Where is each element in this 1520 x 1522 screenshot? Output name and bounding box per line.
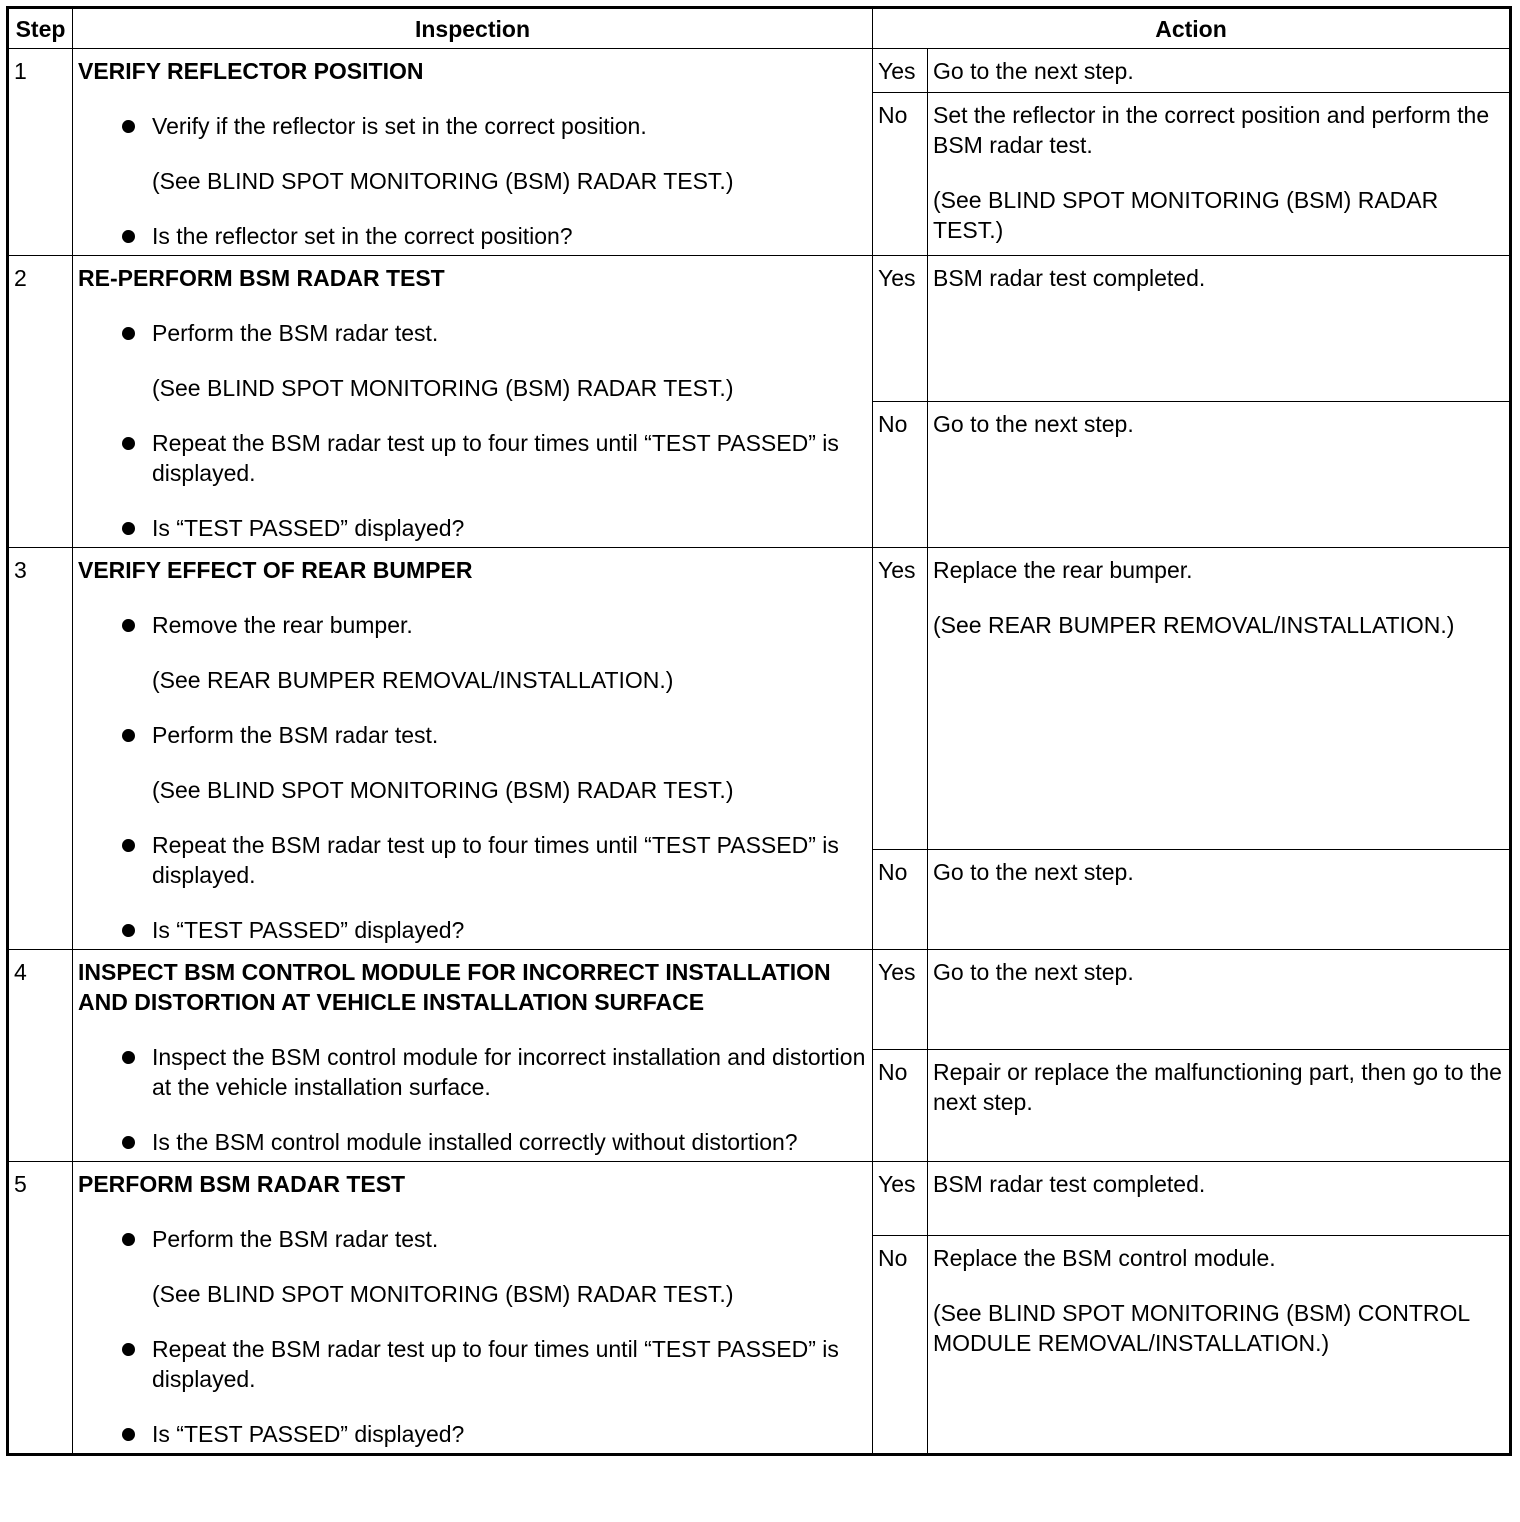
reference-note: (See BLIND SPOT MONITORING (BSM) RADAR TEST.) (152, 777, 734, 803)
inspection-list (78, 1224, 867, 1254)
inspection-list (78, 428, 867, 543)
inspection-cell (73, 950, 873, 1162)
inspection-item: Inspect the BSM control module for incorrect installation and distortion at the vehicle installation surface. (78, 1042, 867, 1102)
step-column-header: Step (8, 8, 73, 49)
yes-action: Go to the next step. (928, 49, 1511, 93)
bullet-icon (122, 1051, 135, 1064)
bullet-icon (122, 1136, 135, 1149)
inspection-item: Is “TEST PASSED” displayed? (78, 1419, 867, 1449)
inspection-cell (73, 548, 873, 950)
bullet-icon (122, 230, 135, 243)
inspection-list (78, 1042, 867, 1157)
bullet-icon (122, 437, 135, 450)
yes-label: Yes (873, 548, 928, 850)
inspection-cell (73, 1162, 873, 1455)
step-row-4-yes (8, 950, 1511, 1050)
step-number: 2 (8, 256, 73, 548)
inspection-list (78, 610, 867, 640)
diagnostic-table (6, 6, 1512, 1456)
bullet-icon (122, 522, 135, 535)
yes-action: Replace the rear bumper. (See REAR BUMPER REMOVAL/INSTALLATION.) (928, 548, 1511, 850)
inspection-cell (73, 256, 873, 548)
step-number: 4 (8, 950, 73, 1162)
step-title: VERIFY EFFECT OF REAR BUMPER (78, 557, 473, 583)
inspection-item: Repeat the BSM radar test up to four times until “TEST PASSED” is displayed. (78, 428, 867, 488)
step-title: INSPECT BSM CONTROL MODULE FOR INCORRECT INSTALLATION AND DISTORTION AT VEHICLE INSTALLATION SURFACE (78, 959, 831, 1015)
step-number: 1 (8, 49, 73, 256)
reference-note: (See BLIND SPOT MONITORING (BSM) RADAR TEST.) (152, 168, 734, 194)
inspection-list (78, 830, 867, 945)
no-action: Set the reflector in the correct position and perform the BSM radar test. (See BLIND SPOT MONITORING (BSM) RADAR TEST.) (928, 93, 1511, 256)
yes-action: BSM radar test completed. (928, 256, 1511, 402)
yes-action: BSM radar test completed. (928, 1162, 1511, 1236)
yes-label: Yes (873, 49, 928, 93)
bullet-icon (122, 729, 135, 742)
step-row-1-yes (8, 49, 1511, 93)
bullet-icon (122, 924, 135, 937)
bullet-icon (122, 327, 135, 340)
no-action: Repair or replace the malfunctioning part, then go to the next step. (928, 1050, 1511, 1162)
no-action: Replace the BSM control module. (See BLIND SPOT MONITORING (BSM) CONTROL MODULE REMOVAL/INSTALLATION.) (928, 1236, 1511, 1455)
inspection-list (78, 221, 867, 251)
inspection-cell (73, 49, 873, 256)
step-row-2-yes (8, 256, 1511, 402)
step-number: 3 (8, 548, 73, 950)
inspection-item: Is the reflector set in the correct position? (78, 221, 867, 251)
step-title: RE-PERFORM BSM RADAR TEST (78, 265, 445, 291)
yes-label: Yes (873, 1162, 928, 1236)
reference-note: (See BLIND SPOT MONITORING (BSM) RADAR TEST.) (152, 1281, 734, 1307)
inspection-list (78, 111, 867, 141)
inspection-item: Perform the BSM radar test. (78, 318, 867, 348)
inspection-item: Remove the rear bumper. (78, 610, 867, 640)
no-action: Go to the next step. (928, 850, 1511, 950)
bullet-icon (122, 1233, 135, 1246)
inspection-list (78, 1334, 867, 1449)
yes-action: Go to the next step. (928, 950, 1511, 1050)
reference-note: (See BLIND SPOT MONITORING (BSM) RADAR TEST.) (152, 375, 734, 401)
inspection-item: Is “TEST PASSED” displayed? (78, 915, 867, 945)
inspection-list (78, 318, 867, 348)
bullet-icon (122, 1343, 135, 1356)
yes-label: Yes (873, 256, 928, 402)
inspection-item: Is the BSM control module installed correctly without distortion? (78, 1127, 867, 1157)
action-column-header: Action (873, 8, 1511, 49)
bullet-icon (122, 1428, 135, 1441)
step-title: PERFORM BSM RADAR TEST (78, 1171, 406, 1197)
step-row-5-yes (8, 1162, 1511, 1236)
header-row (8, 8, 1511, 49)
step-number: 5 (8, 1162, 73, 1455)
inspection-item: Repeat the BSM radar test up to four times until “TEST PASSED” is displayed. (78, 1334, 867, 1394)
inspection-list (78, 720, 867, 750)
no-label: No (873, 850, 928, 950)
inspection-item: Perform the BSM radar test. (78, 720, 867, 750)
no-action: Go to the next step. (928, 402, 1511, 548)
bullet-icon (122, 120, 135, 133)
step-row-3-yes (8, 548, 1511, 850)
no-label: No (873, 402, 928, 548)
no-label: No (873, 93, 928, 256)
yes-label: Yes (873, 950, 928, 1050)
inspection-item: Perform the BSM radar test. (78, 1224, 867, 1254)
step-title: VERIFY REFLECTOR POSITION (78, 58, 424, 84)
inspection-column-header: Inspection (73, 8, 873, 49)
diagnostic-procedure (6, 6, 1512, 1456)
inspection-item: Verify if the reflector is set in the correct position. (78, 111, 867, 141)
inspection-item: Repeat the BSM radar test up to four times until “TEST PASSED” is displayed. (78, 830, 867, 890)
no-label: No (873, 1050, 928, 1162)
bullet-icon (122, 839, 135, 852)
inspection-item: Is “TEST PASSED” displayed? (78, 513, 867, 543)
bullet-icon (122, 619, 135, 632)
reference-note: (See REAR BUMPER REMOVAL/INSTALLATION.) (152, 667, 674, 693)
no-label: No (873, 1236, 928, 1455)
